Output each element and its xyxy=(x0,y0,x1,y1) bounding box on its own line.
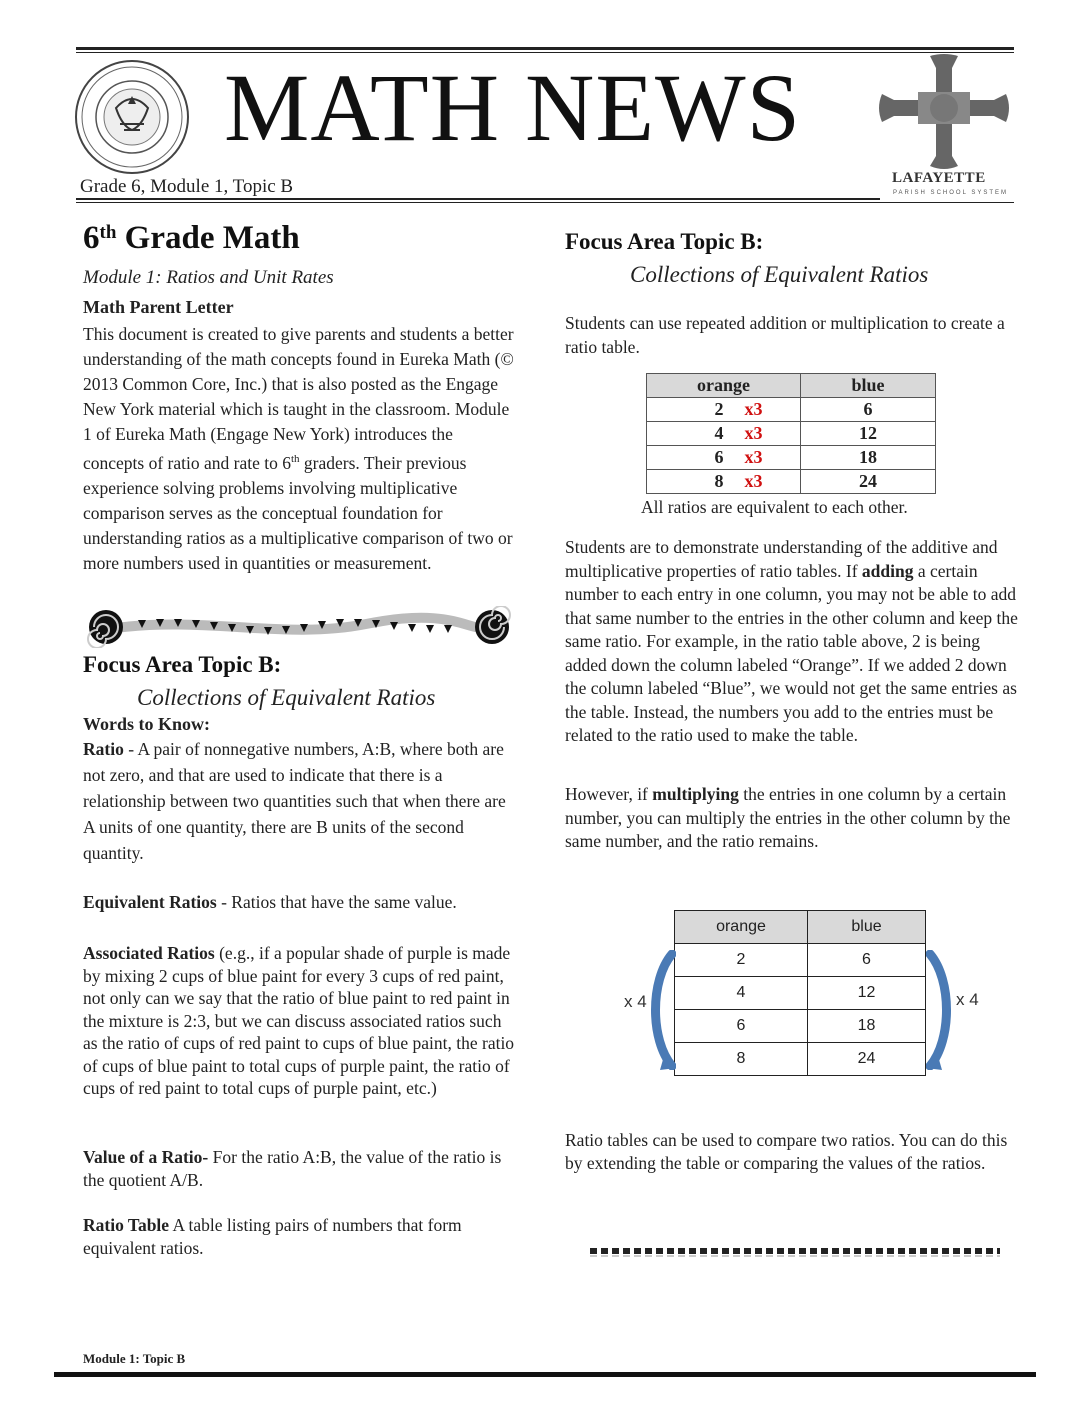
intro-paragraph: This document is created to give parents and students a better understanding of the math concepts found in Eureka Math (© 2013 Common Core, Inc.) that is also posted as the Engage New York material which is taught in the classroom. Module 1 of Eureka Math (Engage New York) introduces the concepts of ratio and rate to 6th graders. Their previous experience solving problems involving multiplicative comparison serves as the conceptual foundation for understanding ratios as a multiplicative comparison of two or more numbers used in quantities or measurement. xyxy=(83,324,514,573)
table-row xyxy=(675,1010,926,1043)
decorative-divider xyxy=(86,606,512,648)
right-curved-arrow-icon xyxy=(926,950,954,1070)
left-multiplier-label: x 4 xyxy=(624,992,647,1011)
focus-area-heading-left: Focus Area Topic B: xyxy=(83,652,282,677)
table-cell-orange: 4 xyxy=(675,977,808,1010)
definition-ratio-table: Ratio Table A table listing pairs of numbers that form equivalent ratios. xyxy=(83,1215,462,1258)
focus-area-subtitle-left: Collections of Equivalent Ratios xyxy=(137,685,436,710)
table-row xyxy=(647,470,936,494)
table-cell-orange: 8 x3 xyxy=(647,470,801,494)
multiplier-label: x3 xyxy=(744,399,763,419)
table-row xyxy=(675,977,926,1010)
table-cell-blue: 18 xyxy=(808,1010,926,1043)
header-orange: orange xyxy=(647,374,801,398)
table-cell-blue: 24 xyxy=(801,470,936,494)
focus-area-heading-right: Focus Area Topic B: xyxy=(565,229,764,254)
header-blue: blue xyxy=(808,911,926,944)
footer-text: Module 1: Topic B xyxy=(83,1351,186,1366)
table-row xyxy=(675,1043,926,1076)
grade-module-topic: Grade 6, Module 1, Topic B xyxy=(80,176,294,197)
header-blue: blue xyxy=(801,374,936,398)
definition-associated-ratios: Associated Ratios (e.g., if a popular shade of purple is made by mixing 2 cups of blue paint for every 3 cups of red paint, not only can we say that the ratio of blue paint to red paint in the mixture is 2:3, but we can discuss associated ratios such as the ratio of cups of red paint to cups of blue paint, the ratio of cups of blue paint to total cups of purple paint, the ratio of cups of red paint to total cups of purple paint, etc.) xyxy=(83,943,515,1098)
masthead-title: MATH NEWS xyxy=(224,54,801,161)
top-rule xyxy=(76,47,1014,50)
logo-subtitle: PARISH SCHOOL SYSTEM xyxy=(893,190,1009,196)
table-cell-orange: 2 x3 xyxy=(647,398,801,422)
multiplying-paragraph: However, if multiplying the entries in one column by a certain number, you can multiply the entries in the other column by the same number, and the ratio remains. xyxy=(565,784,1011,851)
header-rule xyxy=(76,198,880,200)
multiplier-label: x3 xyxy=(744,471,763,491)
definition-ratio: Ratio - A pair of nonnegative numbers, A:B, where both are not zero, and that are used to indicate that there is a relationship between two quantities such that when there are A units of one quantity, there are B units of the second quantity. xyxy=(83,739,506,863)
table-caption: All ratios are equivalent to each other. xyxy=(641,497,908,517)
table-header-row xyxy=(647,374,936,398)
focus-area-subtitle-right: Collections of Equivalent Ratios xyxy=(630,262,929,287)
table-cell-blue: 12 xyxy=(808,977,926,1010)
table-cell-blue: 24 xyxy=(808,1043,926,1076)
top-rule-thin xyxy=(76,52,1014,53)
table-cell-orange: 6 x3 xyxy=(647,446,801,470)
table-cell-orange: 6 xyxy=(675,1010,808,1043)
multiplier-label: x3 xyxy=(744,423,763,443)
table-row xyxy=(647,398,936,422)
words-to-know-heading: Words to Know: xyxy=(83,714,211,734)
header-rule-thin xyxy=(76,202,1014,203)
table-cell-blue: 18 xyxy=(801,446,936,470)
parent-letter-heading: Math Parent Letter xyxy=(83,297,234,317)
table-row xyxy=(647,422,936,446)
page-title: 6th Grade Math xyxy=(83,220,300,256)
school-board-seal xyxy=(72,58,192,176)
footer-rule xyxy=(54,1372,1036,1377)
ratio-table-intro: Students can use repeated addition or multiplication to create a ratio table. xyxy=(565,313,1005,357)
ratio-table-multiplication xyxy=(674,910,926,1076)
definition-equivalent-ratios: Equivalent Ratios - Ratios that have the same value. xyxy=(83,892,457,912)
table-cell-blue: 6 xyxy=(801,398,936,422)
table-cell-orange: 2 xyxy=(675,944,808,977)
table-cell-orange: 8 xyxy=(675,1043,808,1076)
definition-value-of-ratio: Value of a Ratio- For the ratio A:B, the value of the ratio is the quotient A/B. xyxy=(83,1147,502,1190)
right-multiplier-label: x 4 xyxy=(956,990,979,1009)
table-row xyxy=(675,944,926,977)
compare-ratios-paragraph: Ratio tables can be used to compare two ratios. You can do this by extending the table or comparing the values of the ratios. xyxy=(565,1130,1008,1173)
left-curved-arrow-icon xyxy=(648,950,676,1070)
table-row xyxy=(647,446,936,470)
table-header-row xyxy=(675,911,926,944)
ratio-table-addition xyxy=(646,373,936,494)
table-cell-orange: 4 x3 xyxy=(647,422,801,446)
table-cell-blue: 6 xyxy=(808,944,926,977)
additive-multiplicative-paragraph: Students are to demonstrate understanding of the additive and multiplicative properties of ratio tables. If adding a certain number to each entry in one column, you may not be able to add that same number to the entries in the other column and keep the same ratio. For example, in the ratio table above, 2 is being added down the column labeled “Orange”. If we added 2 down the column labeled “Blue”, we would not get the same entries as the table. Instead, the numbers you add to the entries must be related to the ratio used to make the table. xyxy=(565,537,1018,745)
table-cell-blue: 12 xyxy=(801,422,936,446)
multiplier-label: x3 xyxy=(744,447,763,467)
header-orange: orange xyxy=(675,911,808,944)
module-subtitle: Module 1: Ratios and Unit Rates xyxy=(83,267,334,288)
dotted-divider xyxy=(590,1246,1004,1258)
logo-name: LAFAYETTE xyxy=(892,170,986,186)
